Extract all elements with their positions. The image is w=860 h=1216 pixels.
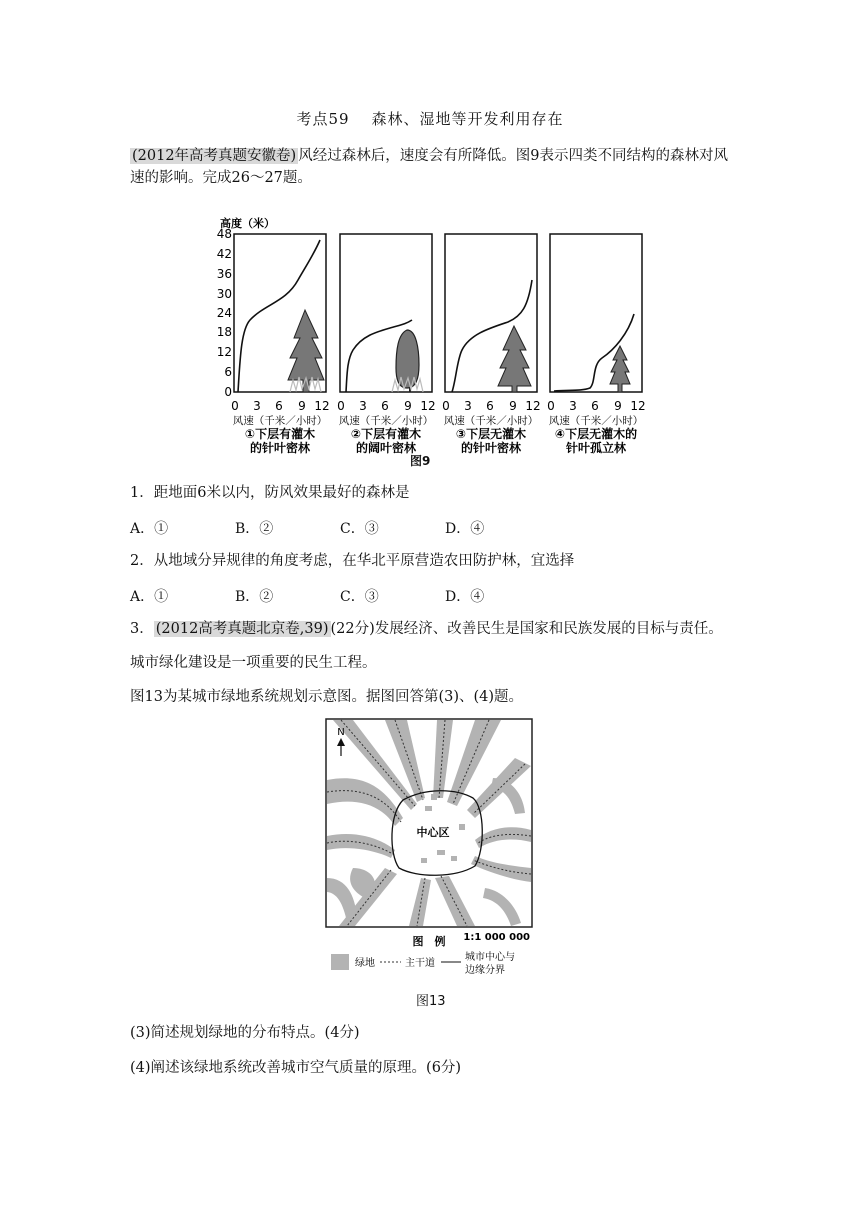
intro-paragraph bbox=[130, 145, 740, 189]
topic-number: 考点59 bbox=[296, 110, 350, 128]
conifer-tree-icon bbox=[498, 326, 531, 392]
option-b[interactable]: B．② bbox=[235, 589, 274, 605]
figure9-ylabel: 高度（米） bbox=[220, 217, 275, 230]
ytick: 0 bbox=[224, 385, 232, 399]
legend-green-swatch bbox=[331, 954, 349, 970]
xlabel: 风速（千米／小时） bbox=[232, 415, 328, 427]
option-a[interactable]: A．① bbox=[130, 521, 169, 537]
sub-question-4: (4)阐述该绿地系统改善城市空气质量的原理。(6分) bbox=[130, 1060, 462, 1076]
option-b[interactable]: B．② bbox=[235, 521, 274, 537]
ytick: 48 bbox=[216, 227, 232, 241]
sub-question-3: (3)简述规划绿地的分布特点。(4分) bbox=[130, 1025, 360, 1041]
xlabel: 风速（千米／小时） bbox=[338, 415, 434, 427]
legend-boundary-label-1: 城市中心与 bbox=[465, 952, 515, 963]
map-scale: 1:1 000 000 bbox=[463, 932, 530, 943]
xticks: 0 3 6 9 12 bbox=[442, 399, 541, 413]
ytick: 18 bbox=[216, 325, 232, 339]
ytick: 12 bbox=[216, 345, 232, 359]
panel-caption-line2: 的阔叶密林 bbox=[355, 441, 417, 455]
ytick: 24 bbox=[216, 306, 232, 320]
ytick: 36 bbox=[216, 267, 232, 281]
ytick: 30 bbox=[216, 287, 232, 301]
panel-4 bbox=[547, 234, 645, 455]
question-3-number: 3． bbox=[130, 621, 154, 637]
panel-caption-line2: 针叶孤立林 bbox=[565, 441, 627, 455]
xticks: 0 3 6 9 12 bbox=[547, 399, 646, 413]
legend-boundary-label-2: 边缘分界 bbox=[465, 965, 505, 976]
legend-green-label: 绿地 bbox=[355, 958, 375, 969]
topic-name: 森林、湿地等开发利用存在 bbox=[371, 110, 564, 128]
panel-1 bbox=[231, 234, 329, 455]
xlabel: 风速（千米／小时） bbox=[443, 415, 539, 427]
option-a[interactable]: A．① bbox=[130, 589, 169, 605]
xticks: 0 3 6 9 12 bbox=[231, 399, 330, 413]
panel-caption-line2: 的针叶密林 bbox=[460, 441, 522, 455]
panel-caption-line1: ③下层无灌木 bbox=[455, 427, 527, 441]
section-title bbox=[0, 108, 860, 129]
figure9-caption: 图9 bbox=[410, 454, 431, 468]
question-1-stem: 1．距地面6米以内，防风效果最好的森林是 bbox=[130, 485, 410, 501]
question-2-options bbox=[130, 586, 550, 606]
option-d[interactable]: D．④ bbox=[445, 589, 485, 605]
question-3-line1 bbox=[130, 618, 750, 640]
intro-text: 风经过森林后，速度会有所降低。图9表示四类不同结构的森林对风速的影响。完成26～27题。 bbox=[130, 148, 728, 186]
figure-13 bbox=[325, 718, 537, 980]
panel-3 bbox=[442, 234, 540, 455]
svg-text:N: N bbox=[337, 727, 345, 738]
ytick: 6 bbox=[224, 365, 232, 379]
question-3-source: (2012高考真题北京卷,39) bbox=[155, 621, 329, 637]
center-label: 中心区 bbox=[416, 826, 450, 839]
xticks: 0 3 6 9 12 bbox=[337, 399, 436, 413]
question-3-text: (22分)发展经济、改善民生是国家和民族发展的目标与责任。 bbox=[330, 621, 723, 637]
question-3-line2: 城市绿化建设是一项重要的民生工程。 bbox=[130, 655, 377, 671]
intro-source: (2012年高考真题安徽卷) bbox=[132, 148, 297, 164]
panel-caption-line1: ④下层无灌木的 bbox=[554, 427, 638, 441]
panel-2 bbox=[337, 234, 435, 455]
figure-9 bbox=[210, 210, 650, 455]
conifer-tree-icon bbox=[610, 346, 630, 392]
legend-road-label: 主干道 bbox=[405, 958, 435, 969]
panel-caption-line1: ①下层有灌木 bbox=[244, 427, 316, 441]
question-3-line3: 图13为某城市绿地系统规划示意图。据图回答第(3)、(4)题。 bbox=[130, 689, 524, 705]
panel-caption-line1: ②下层有灌木 bbox=[350, 427, 422, 441]
figure13-caption: 图13 bbox=[416, 994, 446, 1009]
option-c[interactable]: C．③ bbox=[340, 521, 379, 537]
figure9-yticks bbox=[217, 227, 232, 399]
question-2-stem: 2．从地域分异规律的角度考虑，在华北平原营造农田防护林，宜选择 bbox=[130, 553, 575, 569]
legend-title: 图 例 bbox=[412, 935, 446, 948]
panel-caption-line2: 的针叶密林 bbox=[249, 441, 311, 455]
question-1-options bbox=[130, 518, 550, 538]
option-d[interactable]: D．④ bbox=[445, 521, 485, 537]
xlabel: 风速（千米／小时） bbox=[548, 415, 644, 427]
ytick: 42 bbox=[216, 247, 232, 261]
option-c[interactable]: C．③ bbox=[340, 589, 379, 605]
